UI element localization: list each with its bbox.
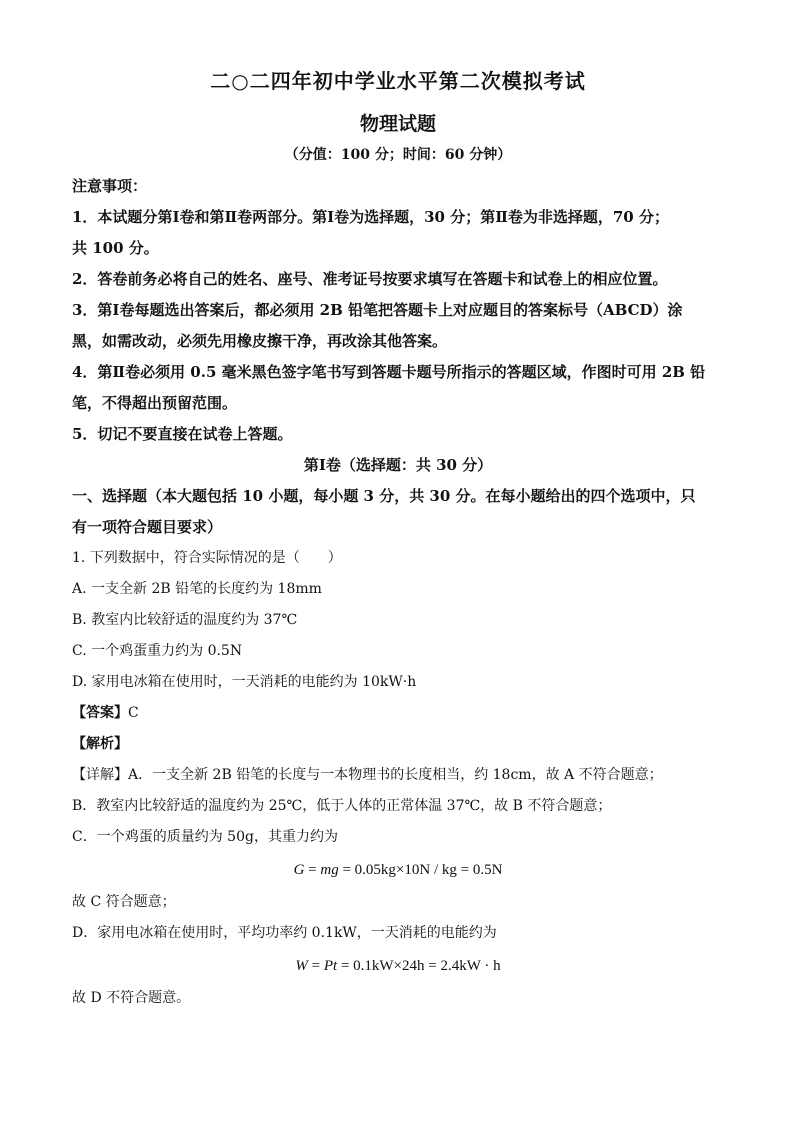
section-instruction-1: 一、选择题（本大题包括 10 小题，每小题 3 分，共 30 分。在每小题给出的四个选项中，只	[72, 487, 696, 505]
detail-tag: 【详解】	[72, 767, 128, 783]
notice-heading: 注意事项：	[72, 177, 148, 195]
answer-line	[72, 698, 724, 729]
formula-c-lhs: G	[293, 862, 305, 878]
analysis-tag: 【解析】	[72, 736, 128, 752]
detail-a: A．一支全新 2B 铅笔的长度与一本物理书的长度相当，约 18cm，故 A 不符合题意；	[128, 767, 663, 783]
formula-c-rest: = 0.05kg×10N / kg = 0.5N	[338, 862, 503, 878]
option-b: B. 教室内比较舒适的温度约为 37℃	[72, 612, 298, 628]
formula-d-rest: = 0.1kW×24h = 2.4kW · h	[337, 958, 501, 974]
notice-line-5: 黑，如需改动，必须先用橡皮擦干净，再改涂其他答案。	[72, 332, 448, 350]
detail-d-end: 故 D 不符合题意。	[72, 990, 191, 1006]
option-a: A. 一支全新 2B 铅笔的长度约为 18mm	[72, 581, 322, 597]
score-time: （分值：100 分；时间：60 分钟）	[284, 147, 512, 163]
detail-c-end: 故 C 符合题意；	[72, 894, 176, 910]
detail-a-line	[72, 760, 724, 791]
notice-line-2: 共 100 分。	[72, 239, 159, 257]
question-stem: 1. 下列数据中，符合实际情况的是（ ）	[72, 550, 342, 566]
formula-d-lhs: W	[295, 958, 308, 974]
formula-energy: W = Pt = 0.1kW×24h = 2.4kW · h	[295, 958, 501, 974]
option-c: C. 一个鸡蛋重力约为 0.5N	[72, 643, 243, 659]
subject-title: 物理试题	[359, 113, 436, 135]
notice-line-3: 2．答卷前务必将自己的姓名、座号、准考证号按要求填写在答题卡和试卷上的相应位置。	[72, 270, 668, 288]
notice-line-1: 1．本试题分第Ⅰ卷和第Ⅱ卷两部分。第Ⅰ卷为选择题，30 分；第Ⅱ卷为非选择题，70 分；	[72, 208, 669, 226]
detail-d: D．家用电冰箱在使用时，平均功率约 0.1kW，一天消耗的电能约为	[72, 925, 497, 941]
notice-line-6: 4．第Ⅱ卷必须用 0.5 毫米黑色签字笔书写到答题卡题号所指示的答题区域，作图时可用 2B 铅	[72, 363, 706, 381]
section-instruction-2: 有一项符合题目要求）	[72, 518, 223, 536]
notice-line-4: 3．第Ⅰ卷每题选出答案后，都必须用 2B 铅笔把答题卡上对应题目的答案标号（ABCD）涂	[72, 301, 683, 319]
formula-d-mid: Pt	[323, 958, 338, 974]
formula-c-mid: mg	[320, 862, 339, 878]
analysis-line	[72, 729, 724, 760]
answer-tag: 【答案】	[72, 705, 128, 721]
notice-line-8: 5．切记不要直接在试卷上答题。	[72, 425, 293, 443]
exam-title: 二○二四年初中学业水平第二次模拟考试	[210, 69, 586, 93]
option-d: D. 家用电冰箱在使用时，一天消耗的电能约为 10kW·h	[72, 674, 417, 690]
formula-weight: G = mg = 0.05kg×10N / kg = 0.5N	[293, 862, 503, 878]
detail-b: B．教室内比较舒适的温度约为 25℃，低于人体的正常体温 37℃，故 B 不符合题意；	[72, 798, 612, 814]
notice-line-7: 笔，不得超出预留范围。	[72, 394, 238, 412]
answer-value: C	[128, 705, 139, 721]
section-title: 第Ⅰ卷（选择题：共 30 分）	[303, 456, 493, 474]
exam-page	[72, 66, 724, 1014]
detail-c: C．一个鸡蛋的质量约为 50g，其重力约为	[72, 829, 338, 845]
